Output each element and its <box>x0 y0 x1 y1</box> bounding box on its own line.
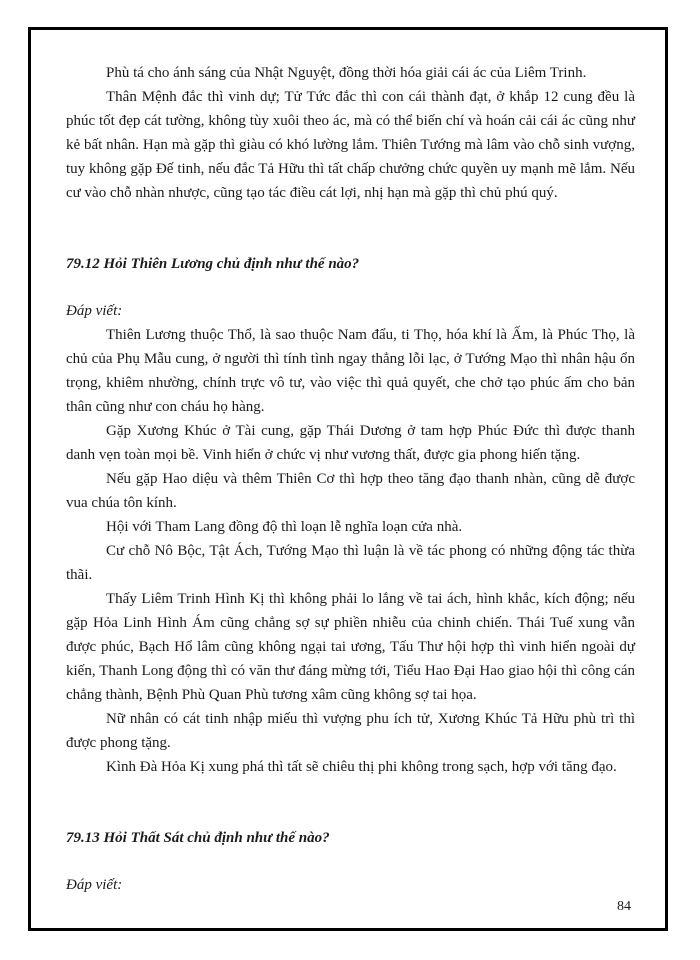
answer-label-1: Đáp viết: <box>66 303 123 319</box>
paragraph-cu-cho: Cư chỗ Nô Bộc, Tật Ách, Tướng Mạo thì luận là về tác phong có những động tác thừa thãi. <box>66 543 635 583</box>
paragraph-gap-xuong-khuc: Gặp Xương Khúc ở Tài cung, gặp Thái Dương ở tam hợp Phúc Đức thì được thanh danh vẹn toàn mọi bề. Vinh hiển ở chức vị như vương thất, được gia phong hiến tặng. <box>66 423 635 463</box>
page-content <box>66 61 635 897</box>
paragraph-phu-ta: Phù tá cho ánh sáng của Nhật Nguyệt, đồng thời hóa giải cái ác của Liêm Trinh. <box>106 65 587 81</box>
paragraph-hoi-voi: Hội với Tham Lang đồng độ thì loạn lễ nghĩa loạn cửa nhà. <box>106 519 463 535</box>
paragraph-than-menh: Thân Mệnh đắc thì vinh dự; Tử Tức đắc thì con cái thành đạt, ở khắp 12 cung đều là phúc tốt đẹp cát tường, không tùy xuôi theo ác, mà có thể biến chí và hoán cải cái ác cũng như kẻ bất nhân. Hạn mà gặp thì giàu có khó lường lắm. Thiên Tướng mà lâm vào chỗ sinh vượng, tuy không gặp Đế tinh, nếu đắc Tả Hữu thì tất chấp chưởng chức quyền uy mạnh mẽ lắm. Nếu cư vào chỗ nhàn nhược, cũng tạo tác điều cát lợi, nhị hạn mà gặp thì chủ phú quý. <box>66 89 635 201</box>
section-heading-79-13: 79.13 Hỏi Thất Sát chủ định như thế nào? <box>66 830 330 846</box>
document-page <box>28 27 668 931</box>
paragraph-thien-luong: Thiên Lương thuộc Thổ, là sao thuộc Nam đẩu, ti Thọ, hóa khí là Ấm, là Phúc Thọ, là chủ của Phụ Mẫu cung, ở người thì tính tình ngay thẳng lỗi lạc, ở Tướng Mạo thì nhân hậu ổn trọng, khiêm nhường, chính trực vô tư, vào việc thì quả quyết, che chở tạo phúc ấm cho bản thân cũng như con cháu họ hàng. <box>66 327 635 415</box>
page-number: 84 <box>617 899 631 914</box>
paragraph-neu-gap-hao: Nếu gặp Hao diệu và thêm Thiên Cơ thì hợp theo tăng đạo thanh nhàn, cũng dễ được vua chúa tôn kính. <box>66 471 635 511</box>
section-heading-79-12: 79.12 Hỏi Thiên Lương chủ định như thế nào? <box>66 256 360 272</box>
paragraph-thay-liem-trinh: Thấy Liêm Trinh Hình Kị thì không phải lo lắng về tai ách, hình khắc, kích động; nếu gặp Hỏa Linh Hình Ám cũng chẳng sợ sự phiền nhiễu của chinh chiến. Thái Tuế xung vẫn được phúc, Bạch Hổ lâm cũng không ngại tai ương, Tấu Thư hội hợp thì vinh hiển ngoài dự kiến, Thanh Long động thì có văn thư đáng mừng tới, Tiểu Hao Đại Hao giao hội thì công cán chẳng thành, Bệnh Phù Quan Phù tương xâm cũng không sợ tai họa. <box>66 591 635 703</box>
paragraph-nu-nhan: Nữ nhân có cát tinh nhập miếu thì vượng phu ích tử, Xương Khúc Tả Hữu phù trì thì được phong tặng. <box>66 711 635 751</box>
paragraph-kinh-da: Kình Đà Hỏa Kị xung phá thì tất sẽ chiêu thị phi không trong sạch, hợp với tăng đạo. <box>106 759 617 775</box>
answer-label-2: Đáp viết: <box>66 877 123 893</box>
